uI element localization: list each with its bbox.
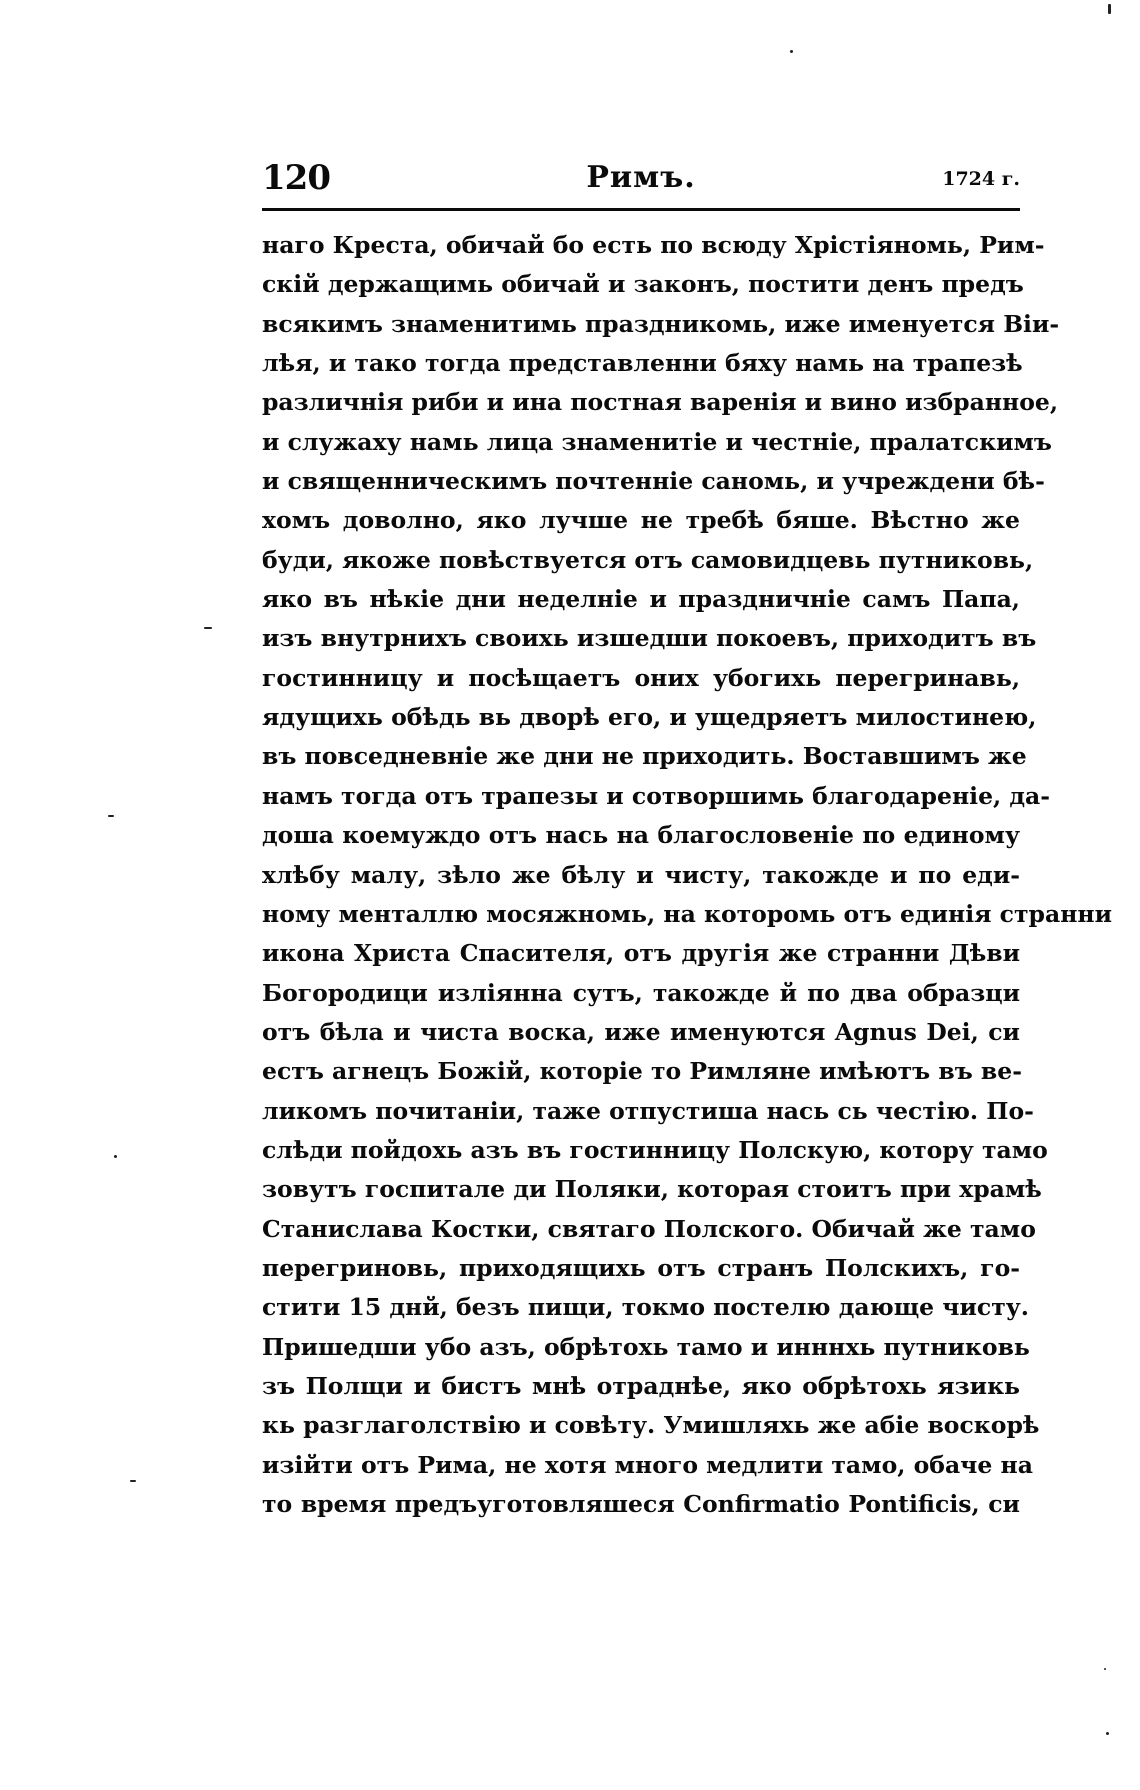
text-line: изійти отъ Рима, не хотя много медлити тамо, обаче на [262,1450,1033,1479]
scan-speck [114,1155,117,1158]
text-line: ному менталлю мосяжномь, на которомь отъ единія странни [262,899,1113,928]
text-line: ядущихь обѣдь вь дворѣ его, и ущедряетъ милостинею, [262,703,1037,732]
scan-speck [1108,4,1111,14]
text-line: хлѣбу малу, зѣло же бѣлу и чисту, такожде и по еди- [262,860,1020,889]
text-line: лѣя, и тако тогда представленни бяху намь на трапезѣ [262,349,1023,378]
scan-speck [790,50,793,53]
text-line: естъ агнецъ Божій, которіе то Римляне имѣютъ въ ве- [262,1057,1022,1086]
scan-speck [1106,1732,1109,1735]
page-number: 120 [262,158,330,198]
text-line: хомъ доволно, яко лучше не требѣ бяше. Вѣстно же [262,506,1020,535]
text-line: доша коемуждо отъ нась на благословеніе по единому [262,821,1020,850]
text-line: Богородици изліянна сутъ, такожде й по два образци [262,978,1020,1007]
text-line: зовутъ госпитале ди Поляки, которая стоитъ при храмѣ [262,1175,1042,1204]
text-line: наго Креста, обичай бо есть по всюду Хрістіяномь, Рим- [262,231,1045,259]
text-line: скій держащимь обичай и законъ, постити денъ предъ [262,270,1024,299]
text-line: яко въ нѣкіе дни неделніе и праздничніе самъ Папа, [262,585,1020,614]
text-line: то время предъуготовляшеся Confirmatio Pontificis, си [262,1490,1020,1518]
scan-speck [204,627,212,629]
text-line: всякимъ знаменитимь праздникомь, иже именуется Віи- [262,309,1060,338]
text-line: различнія риби и ина постная варенія и вино избранное, [262,388,1059,417]
year-label: 1724 г. [942,168,1020,190]
scan-speck [108,815,114,817]
text-line: изъ внутрнихъ своихь изшедши покоевъ, приходитъ въ [262,624,1037,653]
text-line: гостинницу и посѣщаетъ оних убогихь перегринавь, [262,663,1020,692]
page-header [262,158,1020,208]
text-line: въ повседневніе же дни не приходить. Воставшимъ же [262,742,1027,771]
text-line: и священническимъ почтенніе саномь, и учреждени бѣ- [262,467,1045,496]
text-line: кь разглаголствію и совѣту. Умишляхь же абіе воскорѣ [262,1411,1040,1440]
text-line: икона Христа Спасителя, отъ другія же странни Дѣви [262,939,1020,968]
text-line: отъ бѣла и чиста воска, иже именуются Agnus Dei, си [262,1017,1020,1046]
text-line: Станислава Костки, святаго Полского. Обичай же тамо [262,1214,1036,1243]
text-line: намъ тогда отъ трапезы и сотворшимь благодареніе, да- [262,781,1051,810]
scan-speck [1104,1668,1106,1670]
text-line: и служаху намь лица знаменитіе и честніе, пралатскимъ [262,427,1052,456]
text-line: зъ Полщи и бистъ мнѣ отраднѣе, яко обрѣтохь язикь [262,1371,1020,1400]
text-line: перегриновь, приходящихь отъ странъ Полскихъ, го- [262,1253,1020,1282]
header-rule [262,208,1020,211]
text-line: слѣди пойдохь азъ въ гостинницу Полскую, котору тамо [262,1135,1048,1164]
scan-speck [130,1480,136,1482]
text-line: Пришедши убо азъ, обрѣтохь тамо и инннхь путниковь [262,1332,1030,1361]
text-line: ликомъ почитаніи, таже отпустиша нась сь честію. По- [262,1096,1034,1125]
body-text [262,226,1113,1524]
text-line: стити 15 днй, безъ пищи, токмо постелю дающе чисту. [262,1293,1029,1322]
text-line: буди, якоже повѣствуется отъ самовидцевь путниковь, [262,545,1034,574]
running-title: Римъ. [586,160,696,195]
